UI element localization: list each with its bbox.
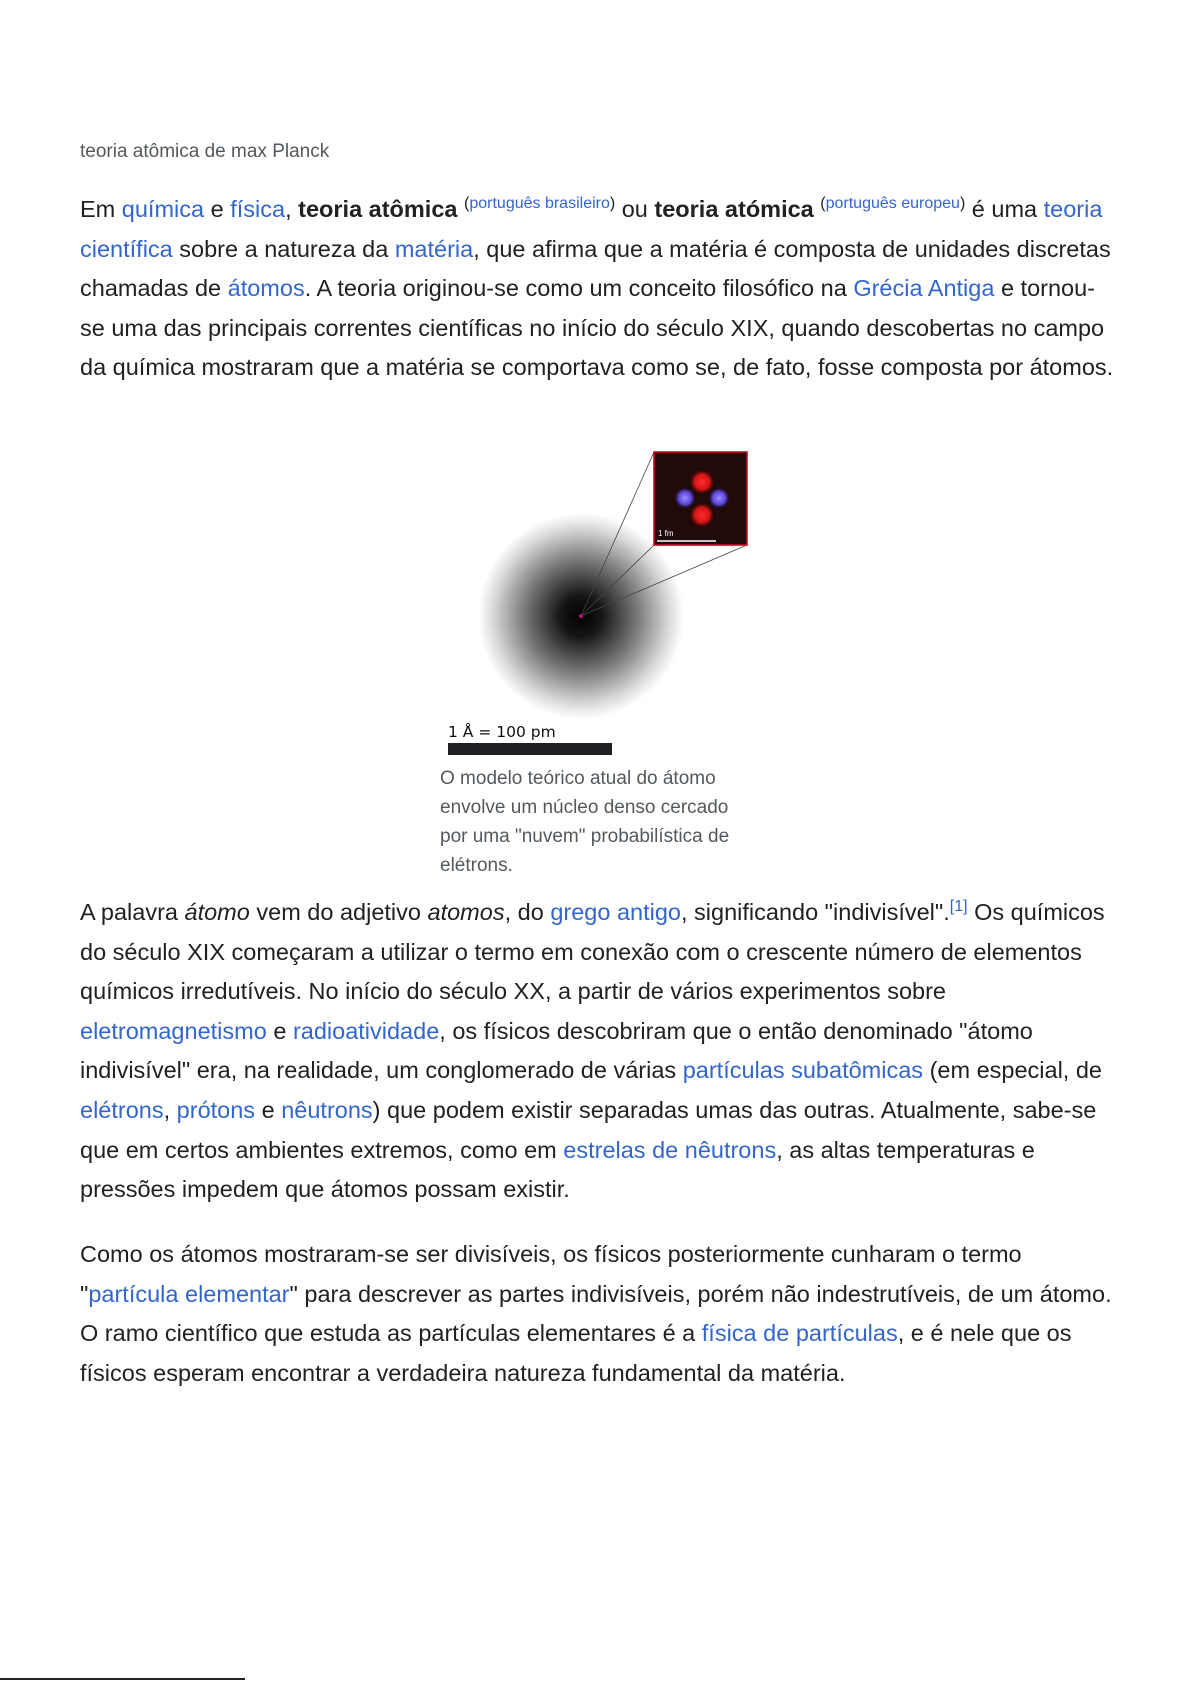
link-grecia-antiga[interactable]: Grécia Antiga: [853, 275, 995, 302]
neutron: [708, 487, 730, 509]
italic-atomo: átomo: [184, 899, 250, 925]
text: e: [255, 1096, 282, 1123]
intro-paragraph-container: [80, 184, 1115, 388]
text: sobre a natureza da: [172, 235, 395, 262]
link-particula-elementar[interactable]: partícula elementar: [88, 1280, 290, 1307]
link-radioatividade[interactable]: radioatividade: [292, 1017, 440, 1044]
link-atomos[interactable]: átomos: [227, 275, 305, 302]
paren: ): [959, 195, 966, 212]
etymology-paragraph: [80, 893, 1115, 1210]
link-eletromagnetismo[interactable]: eletromagnetismo: [80, 1017, 267, 1044]
bold-term-teoria-atomica: teoria atômica: [298, 196, 458, 222]
lang-note-br: [464, 195, 615, 212]
link-grego-antigo[interactable]: grego antigo: [550, 899, 681, 925]
link-particulas-subatomicas[interactable]: partículas subatômicas: [682, 1057, 924, 1084]
proton: [689, 502, 715, 528]
text: e: [204, 196, 231, 222]
text: Os químicos do século XIX começaram a utilizar o termo em conexão com o crescente número de elementos químicos irredutíveis. No início do século XX, a partir de vários experimentos sobre: [80, 899, 1105, 1005]
text: , e é nele que os físicos esperam encontrar a verdadeira natureza fundamental da matéria.: [80, 1320, 1072, 1386]
link-estrelas-de-neutrons[interactable]: estrelas de nêutrons: [563, 1136, 777, 1163]
inset-scale-label: 1 fm: [658, 529, 674, 538]
link-fisica[interactable]: física: [230, 196, 286, 222]
text: Como os átomos mostraram-se ser divisíveis, os físicos posteriormente cunharam o termo ": [80, 1241, 1022, 1307]
paren: (: [464, 195, 470, 212]
text: é uma: [965, 196, 1044, 222]
text: . A teoria originou-se como um conceito filosófico na: [304, 275, 854, 302]
footer-divider: [0, 1678, 245, 1680]
paren: (: [820, 195, 826, 212]
nucleus-inset: [654, 452, 747, 545]
text: (em especial, de: [923, 1057, 1102, 1084]
lang-note-eu: [820, 195, 965, 212]
text: , significando "indivisível".: [680, 899, 950, 925]
bold-term-teoria-atomica-eu: teoria atómica: [654, 196, 814, 222]
text: , que afirma que a matéria é composta de unidades discretas chamadas de: [80, 235, 1111, 302]
text: vem do adjetivo: [249, 899, 428, 925]
text: , do: [504, 899, 551, 925]
scale-label: 1 Å = 100 pm: [448, 723, 556, 741]
text: ) que podem existir separadas umas das outras. Atualmente, sabe-se que em certos ambientes extremos, como em: [80, 1096, 1097, 1163]
text: , os físicos descobriram que o então denominado "átomo indivisível" era, na realidade, um conglomerado de várias: [80, 1017, 1033, 1084]
neutron: [674, 487, 696, 509]
etymology-paragraph-container: [80, 893, 1115, 1210]
text: ,: [285, 196, 299, 222]
figure-caption: O modelo teórico atual do átomo envolve um núcleo denso cercado por uma "nuvem" probabilística de elétrons.: [440, 768, 730, 876]
text: A palavra: [80, 899, 185, 925]
link-teoria-cientifica[interactable]: teoria científica: [80, 196, 1103, 262]
link-neutrons[interactable]: nêutrons: [281, 1096, 373, 1123]
page-title: teoria atômica de max Planck: [80, 141, 330, 162]
link-portugues-brasileiro[interactable]: português brasileiro: [469, 195, 610, 212]
particles-paragraph-container: [80, 1235, 1115, 1393]
reference-1: [950, 898, 968, 915]
text: e: [266, 1017, 293, 1044]
text: Em: [80, 196, 122, 222]
link-quimica[interactable]: química: [121, 196, 205, 222]
link-fisica-de-particulas[interactable]: física de partículas: [701, 1320, 898, 1347]
link-eletrons[interactable]: elétrons: [80, 1096, 164, 1123]
atom-model-image: [440, 450, 760, 760]
link-portugues-europeu[interactable]: português europeu: [825, 195, 960, 212]
reference-link[interactable]: [1]: [949, 898, 968, 915]
text: , as altas temperaturas e pressões impedem que átomos possam existir.: [80, 1136, 1035, 1203]
text: " para descrever as partes indivisíveis, porém não indestrutíveis, de um átomo. O ramo científico que estuda as partículas elementares é a: [80, 1280, 1112, 1347]
text: e tornou-se uma das principais correntes científicas no início do século XIX, quando descobertas no campo da química mostraram que a matéria se comportava como se, de fato, fosse composta por átomos.: [80, 275, 1114, 381]
atom-figure: [440, 450, 760, 880]
link-materia[interactable]: matéria: [394, 235, 474, 262]
paren: ): [609, 195, 616, 212]
intro-paragraph: [80, 184, 1115, 388]
particles-paragraph: [80, 1235, 1115, 1393]
text: ,: [163, 1096, 177, 1123]
link-protons[interactable]: prótons: [176, 1096, 256, 1123]
italic-atomos: atomos: [427, 899, 505, 925]
scale-bar: [448, 743, 612, 755]
text: ou: [615, 196, 655, 222]
